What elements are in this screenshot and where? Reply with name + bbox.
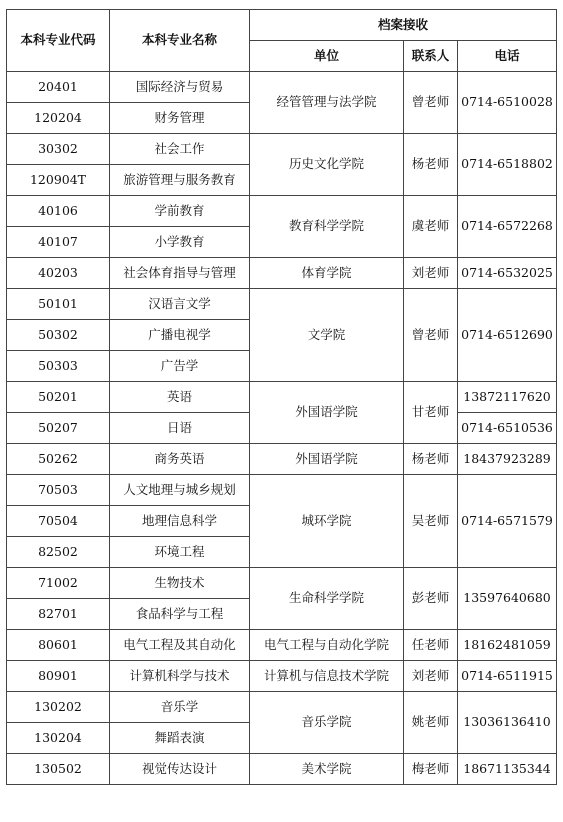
phone-cell: 0714-6571579: [458, 475, 557, 568]
unit-cell: 经管管理与法学院: [250, 72, 404, 134]
phone-cell: 13597640680: [458, 568, 557, 630]
phone-cell: 0714-6511915: [458, 661, 557, 692]
table-row: [7, 630, 557, 661]
major-name: 社会工作: [110, 134, 250, 165]
phone-cell: 13036136410: [458, 692, 557, 754]
header-contact: 联系人: [404, 41, 458, 72]
phone-cell: 18437923289: [458, 444, 557, 475]
major-code: 50207: [7, 413, 110, 444]
phone-cell: 0714-6512690: [458, 289, 557, 382]
contact-cell: 姚老师: [404, 692, 458, 754]
major-name: 环境工程: [110, 537, 250, 568]
header-phone: 电话: [458, 41, 557, 72]
major-name: 舞蹈表演: [110, 723, 250, 754]
contact-cell: 虞老师: [404, 196, 458, 258]
phone-cell: 18162481059: [458, 630, 557, 661]
phone-cell: 0714-6510536: [458, 413, 557, 444]
phone-cell: 0714-6572268: [458, 196, 557, 258]
table-row: [7, 444, 557, 475]
contact-cell: 刘老师: [404, 258, 458, 289]
unit-cell: 音乐学院: [250, 692, 404, 754]
unit-cell: 计算机与信息技术学院: [250, 661, 404, 692]
major-code: 120904T: [7, 165, 110, 196]
major-name: 食品科学与工程: [110, 599, 250, 630]
major-code: 130202: [7, 692, 110, 723]
contact-cell: 曾老师: [404, 289, 458, 382]
table-row: [7, 134, 557, 165]
major-code: 120204: [7, 103, 110, 134]
major-code: 50303: [7, 351, 110, 382]
unit-cell: 教育科学学院: [250, 196, 404, 258]
major-code: 50302: [7, 320, 110, 351]
table-row: [7, 258, 557, 289]
major-code: 130204: [7, 723, 110, 754]
phone-cell: 0714-6510028: [458, 72, 557, 134]
major-name: 计算机科学与技术: [110, 661, 250, 692]
major-code: 71002: [7, 568, 110, 599]
major-name: 汉语言文学: [110, 289, 250, 320]
unit-cell: 生命科学学院: [250, 568, 404, 630]
major-name: 学前教育: [110, 196, 250, 227]
header-major: 本科专业名称: [110, 10, 250, 72]
table-row: [7, 568, 557, 599]
phone-cell: 0714-6518802: [458, 134, 557, 196]
table-body: [7, 72, 557, 785]
header-code: 本科专业代码: [7, 10, 110, 72]
phone-cell: 13872117620: [458, 382, 557, 413]
archive-table: [6, 9, 557, 785]
major-name: 财务管理: [110, 103, 250, 134]
unit-cell: 美术学院: [250, 754, 404, 785]
table-row: [7, 382, 557, 413]
unit-cell: 外国语学院: [250, 382, 404, 444]
major-code: 80601: [7, 630, 110, 661]
major-name: 广播电视学: [110, 320, 250, 351]
major-code: 70504: [7, 506, 110, 537]
unit-cell: 外国语学院: [250, 444, 404, 475]
major-code: 50201: [7, 382, 110, 413]
phone-cell: 0714-6532025: [458, 258, 557, 289]
header-archive: 档案接收: [250, 10, 557, 41]
unit-cell: 城环学院: [250, 475, 404, 568]
unit-cell: 电气工程与自动化学院: [250, 630, 404, 661]
table-row: [7, 475, 557, 506]
unit-cell: 文学院: [250, 289, 404, 382]
major-name: 电气工程及其自动化: [110, 630, 250, 661]
major-name: 社会体育指导与管理: [110, 258, 250, 289]
contact-cell: 杨老师: [404, 134, 458, 196]
major-name: 音乐学: [110, 692, 250, 723]
major-name: 旅游管理与服务教育: [110, 165, 250, 196]
major-name: 生物技术: [110, 568, 250, 599]
major-name: 广告学: [110, 351, 250, 382]
major-name: 地理信息科学: [110, 506, 250, 537]
major-code: 80901: [7, 661, 110, 692]
phone-cell: 18671135344: [458, 754, 557, 785]
contact-cell: 任老师: [404, 630, 458, 661]
major-code: 82502: [7, 537, 110, 568]
major-name: 人文地理与城乡规划: [110, 475, 250, 506]
major-code: 40106: [7, 196, 110, 227]
major-code: 50101: [7, 289, 110, 320]
major-name: 商务英语: [110, 444, 250, 475]
major-code: 82701: [7, 599, 110, 630]
unit-cell: 历史文化学院: [250, 134, 404, 196]
table-row: [7, 661, 557, 692]
contact-cell: 杨老师: [404, 444, 458, 475]
major-code: 40107: [7, 227, 110, 258]
major-name: 小学教育: [110, 227, 250, 258]
table-row: [7, 196, 557, 227]
table-row: [7, 692, 557, 723]
table-row: [7, 289, 557, 320]
table-row: [7, 72, 557, 103]
contact-cell: 曾老师: [404, 72, 458, 134]
major-name: 英语: [110, 382, 250, 413]
major-code: 40203: [7, 258, 110, 289]
contact-cell: 彭老师: [404, 568, 458, 630]
header-unit: 单位: [250, 41, 404, 72]
major-code: 20401: [7, 72, 110, 103]
table-row: [7, 754, 557, 785]
contact-cell: 甘老师: [404, 382, 458, 444]
major-name: 视觉传达设计: [110, 754, 250, 785]
major-code: 130502: [7, 754, 110, 785]
contact-cell: 吴老师: [404, 475, 458, 568]
contact-cell: 刘老师: [404, 661, 458, 692]
major-code: 30302: [7, 134, 110, 165]
major-code: 70503: [7, 475, 110, 506]
major-name: 国际经济与贸易: [110, 72, 250, 103]
major-name: 日语: [110, 413, 250, 444]
contact-cell: 梅老师: [404, 754, 458, 785]
major-code: 50262: [7, 444, 110, 475]
unit-cell: 体育学院: [250, 258, 404, 289]
